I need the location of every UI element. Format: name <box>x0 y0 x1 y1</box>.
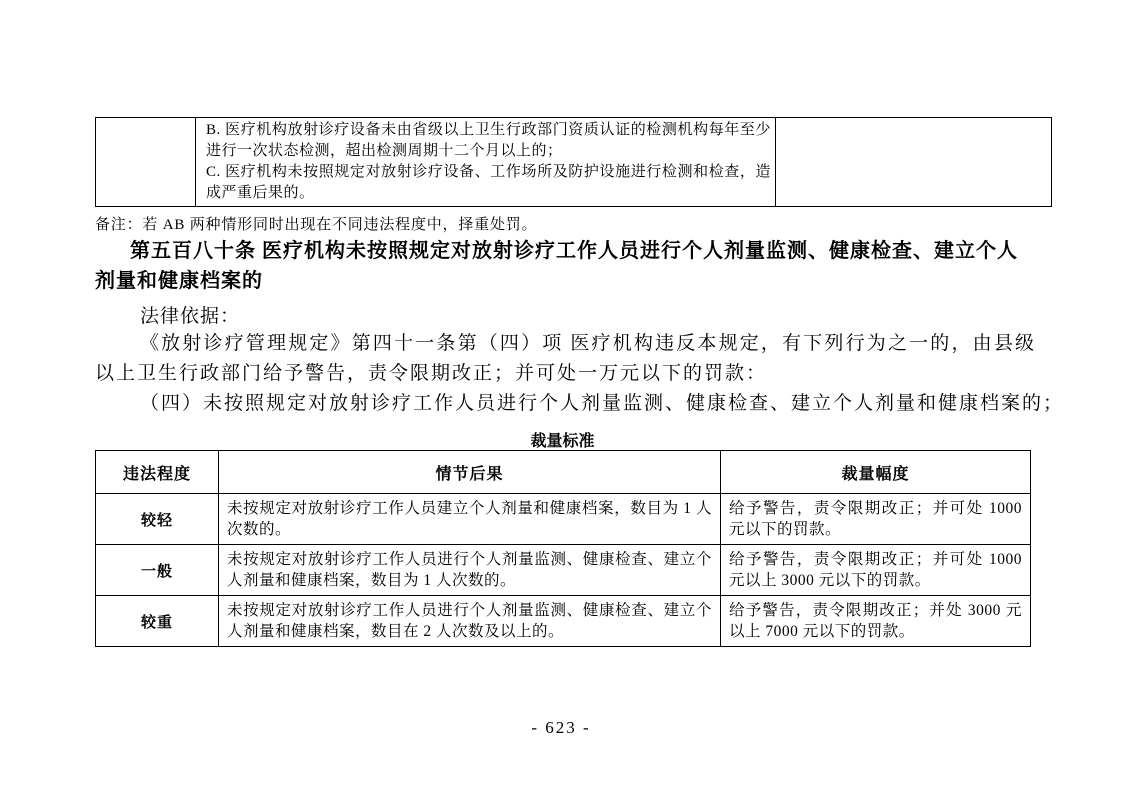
penalty-cell: 给予警告，责令限期改正；并处 3000 元以上 7000 元以下的罚款。 <box>721 596 1031 647</box>
level-cell: 较轻 <box>96 494 219 545</box>
carryover-content-cell <box>196 118 776 207</box>
circumstance-cell: 未按规定对放射诊疗工作人员建立个人剂量和健康档案，数目为 1 人次数的。 <box>219 494 721 545</box>
legal-basis-paragraph: 《放射诊疗管理规定》第四十一条第（四）项 医疗机构违反本规定，有下列行为之一的，由县级以上卫生行政部门给予警告，责令限期改正；并可处一万元以下的罚款： <box>95 333 1036 384</box>
standards-table-title: 裁量标准 <box>530 433 595 450</box>
table-row <box>96 494 1031 545</box>
circumstance-cell: 未按规定对放射诊疗工作人员进行个人剂量监测、健康检查、建立个人剂量和健康档案，数目在 2 人次数及以上的。 <box>219 596 721 647</box>
standards-table <box>95 450 1031 647</box>
carryover-item-c: C. 医疗机构未按照规定对放射诊疗设备、工作场所及防护设施进行检测和检查，造成严重后果的。 <box>206 164 771 201</box>
table-header-row <box>96 451 1031 494</box>
carryover-left-empty-cell <box>96 118 196 207</box>
level-cell: 较重 <box>96 596 219 647</box>
legal-basis-label: 法律依据： <box>140 306 241 327</box>
table-row <box>96 118 1052 207</box>
carryover-right-empty-cell <box>776 118 1052 207</box>
article-heading: 第五百八十条 医疗机构未按照规定对放射诊疗工作人员进行个人剂量监测、健康检查、建立个人剂量和健康档案的 <box>95 240 1018 292</box>
remark-note: 备注：若 AB 两种情形同时出现在不同违法程度中，择重处罚。 <box>95 217 538 233</box>
circumstance-cell: 未按规定对放射诊疗工作人员进行个人剂量监测、健康检查、建立个人剂量和健康档案，数目为 1 人次数的。 <box>219 545 721 596</box>
penalty-cell: 给予警告，责令限期改正；并可处 1000 元以上 3000 元以下的罚款。 <box>721 545 1031 596</box>
carryover-item-b: B. 医疗机构放射诊疗设备未由省级以上卫生行政部门资质认证的检测机构每年至少进行一次状态检测，超出检测周期十二个月以上的； <box>206 122 771 159</box>
penalty-cell: 给予警告，责令限期改正；并可处 1000 元以下的罚款。 <box>721 494 1031 545</box>
table-row <box>96 545 1031 596</box>
level-cell: 一般 <box>96 545 219 596</box>
legal-basis-item-four: （四）未按照规定对放射诊疗工作人员进行个人剂量监测、健康检查、建立个人剂量和健康档案的； <box>140 393 1065 414</box>
table-row <box>96 596 1031 647</box>
page-number: - 623 - <box>531 718 591 737</box>
carryover-table <box>95 117 1052 207</box>
header-discretion-range: 裁量幅度 <box>721 451 1031 494</box>
header-violation-level: 违法程度 <box>96 451 219 494</box>
header-circumstance: 情节后果 <box>219 451 721 494</box>
